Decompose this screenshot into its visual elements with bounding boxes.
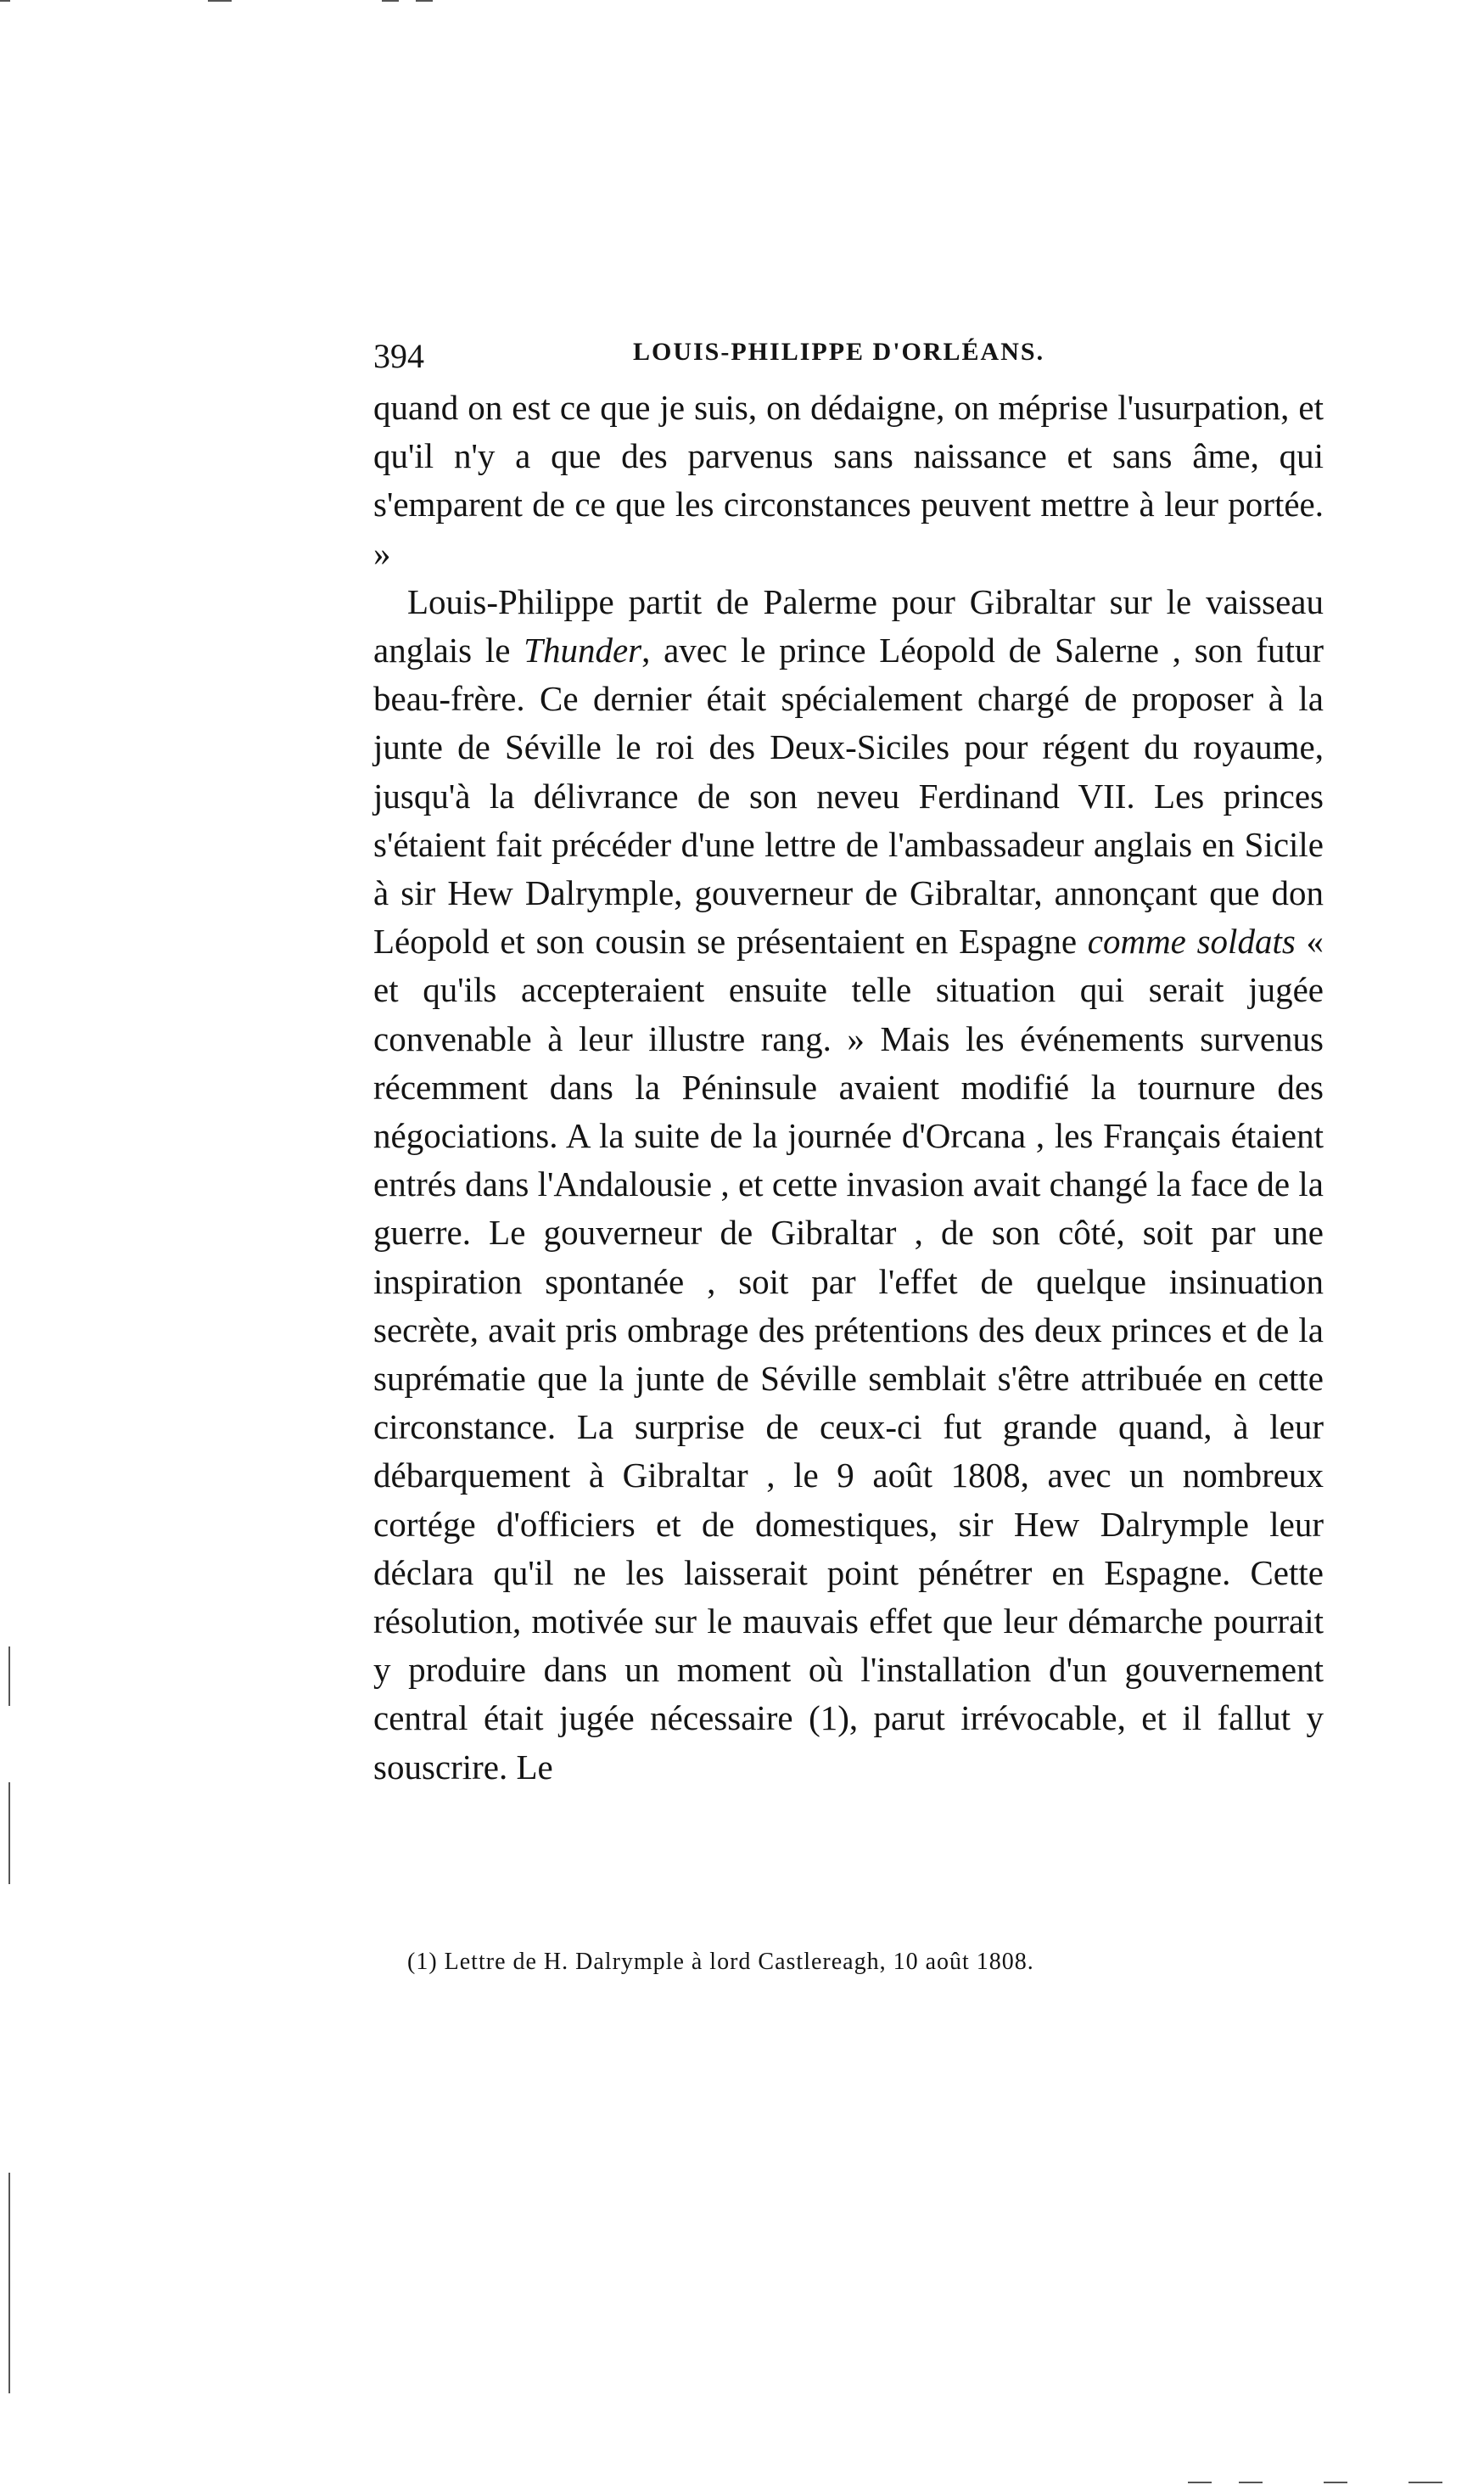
scan-mark-top [382, 0, 399, 2]
paragraph-text: , avec le prince Léopold de Salerne , son futur beau-frère. Ce dernier était spécialement chargé de proposer à la junte de Séville le roi des Deux-Siciles pour régent du royaume, jusqu'à la délivrance de son neveu Ferdinand VII. Les princes s'étaient fait précéder d'une lettre de l'ambassadeur anglais en Sicile à sir Hew Dalrymple, gouverneur de Gibraltar, annonçant que don Léopold et son cousin se présentaient en Espagne [373, 631, 1324, 962]
paragraph-text: « et qu'ils accepteraient ensuite telle situation qui serait jugée convenable à leur illustre rang. » Mais les événements survenus récemment dans la Péninsule avaient modifié la tournure des négociations. A la suite de la journée d'Orcana , les Français étaient entrés dans l'Andalousie , et cette invasion avait changé la face de la guerre. Le gouverneur de Gibraltar , de son côté, soit par une inspiration spontanée , soit par l'effet de quelque insinuation secrète, avait pris ombrage des prétentions des deux princes et de la suprématie que la junte de Séville semblait s'être attribuée en cette circonstance. La surprise de ceux-ci fut grande quand, à leur débarquement à Gibraltar , le 9 août 1808, avec un nombreux cortége d'officiers et de domestiques, sir Hew Dalrymple leur déclara qu'il ne les laisserait point pénétrer en Espagne. Cette résolution, motivée sur le mauvais effet que leur démarche pourrait y produire dans un moment où l'installation d'un gouvernement central était jugée nécessaire (1), parut irrévocable, et il fallut y souscrire. Le [373, 922, 1324, 1787]
scan-mark-top [416, 0, 433, 2]
running-head [373, 329, 1324, 384]
scan-mark-left-edge [8, 1646, 10, 1706]
ship-name: Thunder [524, 631, 642, 670]
running-title: LOUIS-PHILIPPE D'ORLÉANS. [633, 338, 1045, 366]
scan-mark-left-edge [8, 2173, 10, 2393]
scan-mark-bottom [1408, 2482, 1442, 2483]
paragraph-gibraltar [373, 578, 1324, 1792]
scan-mark-top-left [0, 0, 10, 2]
paragraph-text: Louis-Philippe partit de Palerme pour Gibraltar sur le vaisseau anglais le [373, 581, 1324, 670]
scan-mark-bottom [1324, 2482, 1347, 2483]
paragraph-quote-end: quand on est ce que je suis, on dédaigne, on méprise l'usurpation, et qu'il n'y a que des parvenus sans naissance et sans âme, qui s'emparent de ce que les circonstances peuvent mettre à leur portée. » [373, 388, 1324, 573]
scan-mark-bottom [1188, 2482, 1212, 2483]
footnote: (1) Lettre de H. Dalrymple à lord Castlereagh, 10 août 1808. [407, 1949, 1034, 1975]
scan-mark-bottom [1239, 2482, 1263, 2483]
scan-mark-top [208, 0, 232, 2]
body-text [373, 384, 1324, 1792]
emphasis-phrase: comme soldats [1087, 922, 1296, 962]
page-number: 394 [373, 337, 424, 375]
scan-mark-left-edge [8, 1782, 10, 1884]
page-text-block [373, 329, 1324, 1792]
